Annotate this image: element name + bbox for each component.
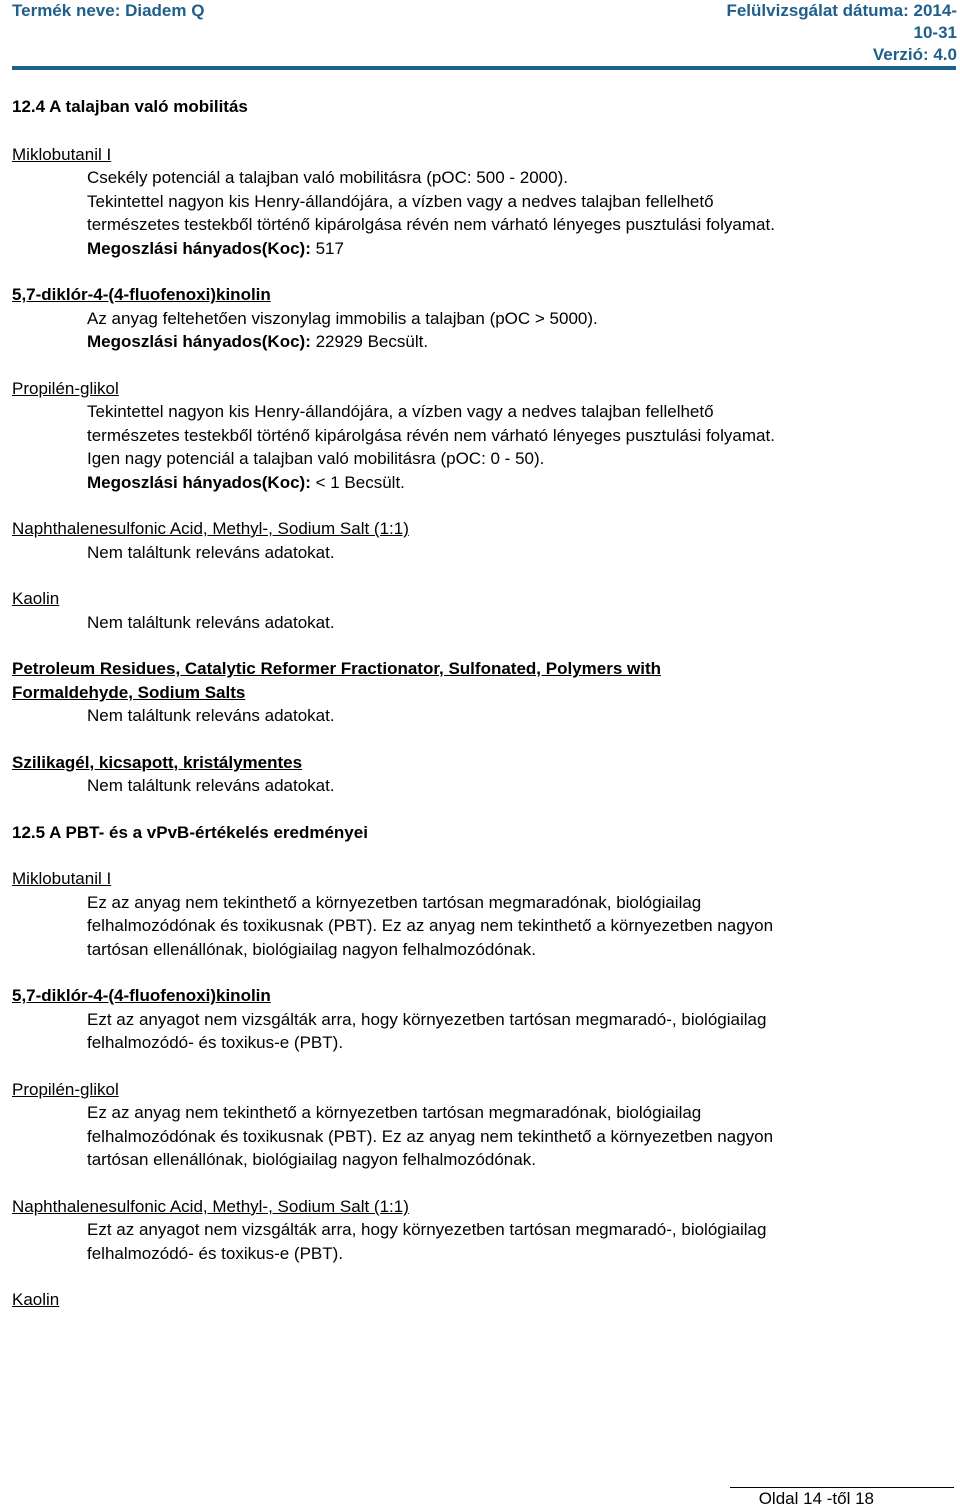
substance-name: Petroleum Residues, Catalytic Reformer Fractionator, Sulfonated, Polymers with xyxy=(12,659,661,678)
koc-value: 517 xyxy=(310,239,344,258)
substance-name-cont: Formaldehyde, Sodium Salts xyxy=(12,683,246,702)
body-text: Ez az anyag nem tekinthető a környezetben tartósan megmaradónak, biológiailag xyxy=(87,1103,702,1122)
body-text: Ezt az anyagot nem vizsgálták arra, hogy környezetben tartósan megmaradó-, biológiailag xyxy=(87,1010,767,1029)
version-label: Verzió: 4.0 xyxy=(872,45,957,64)
substance-name: 5,7-diklór-4-(4-fluofenoxi)kinolin xyxy=(12,285,271,304)
substance-name: Propilén-glikol xyxy=(12,1080,119,1099)
koc-line xyxy=(87,237,344,261)
koc-value: < 1 Becsült. xyxy=(310,473,405,492)
koc-label: Megoszlási hányados(Koc): xyxy=(87,239,311,258)
body-text: tartósan ellenállónak, biológiailag nagyon felhalmozódónak. xyxy=(87,940,536,959)
body-text: Csekély potenciál a talajban való mobilitásra (pOC: 500 - 2000). xyxy=(87,168,568,187)
body-text: felhalmozódónak és toxikusnak (PBT). Ez az anyag nem tekinthető a környezetben nagyon xyxy=(87,1127,774,1146)
substance-name: Naphthalenesulfonic Acid, Methyl-, Sodium Salt (1:1) xyxy=(12,1197,409,1216)
body-text: Az anyag feltehetően viszonylag immobilis a talajban (pOC > 5000). xyxy=(87,309,598,328)
section-12-4-heading: 12.4 A talajban való mobilitás xyxy=(12,97,248,116)
substance-name: Kaolin xyxy=(12,589,60,608)
header-divider xyxy=(12,66,956,70)
body-text: Igen nagy potenciál a talajban való mobilitásra (pOC: 0 - 50). xyxy=(87,449,545,468)
review-date-line1: Felülvizsgálat dátuma: 2014- xyxy=(726,1,957,20)
section-12-5-heading: 12.5 A PBT- és a vPvB-értékelés eredményei xyxy=(12,823,368,842)
koc-line xyxy=(87,330,428,354)
body-text: Nem találtunk releváns adatokat. xyxy=(87,613,335,632)
koc-label: Megoszlási hányados(Koc): xyxy=(87,332,311,351)
body-text: Tekintettel nagyon kis Henry-állandójára, a vízben vagy a nedves talajban fellelhető xyxy=(87,192,714,211)
substance-name: Miklobutanil I xyxy=(12,145,112,164)
body-text: természetes testekből történő kipárolgása révén nem várható lényeges pusztulási folyamat. xyxy=(87,426,775,445)
body-text: Nem találtunk releváns adatokat. xyxy=(87,706,335,725)
body-text: felhalmozódó- és toxikus-e (PBT). xyxy=(87,1244,344,1263)
review-date-line2: 10-31 xyxy=(913,23,957,42)
substance-name: Kaolin xyxy=(12,1290,60,1309)
body-text: felhalmozódó- és toxikus-e (PBT). xyxy=(87,1033,344,1052)
body-text: felhalmozódónak és toxikusnak (PBT). Ez az anyag nem tekinthető a környezetben nagyon xyxy=(87,916,774,935)
review-date-header xyxy=(617,0,957,66)
body-text: Tekintettel nagyon kis Henry-állandójára, a vízben vagy a nedves talajban fellelhető xyxy=(87,402,714,421)
body-text: Ez az anyag nem tekinthető a környezetben tartósan megmaradónak, biológiailag xyxy=(87,893,702,912)
body-text: természetes testekből történő kipárolgása révén nem várható lényeges pusztulási folyamat. xyxy=(87,215,775,234)
body-text: tartósan ellenállónak, biológiailag nagyon felhalmozódónak. xyxy=(87,1150,536,1169)
product-name-header: Termék neve: Diadem Q xyxy=(12,1,205,20)
koc-line xyxy=(87,471,405,495)
substance-name: 5,7-diklór-4-(4-fluofenoxi)kinolin xyxy=(12,986,271,1005)
body-text: Ezt az anyagot nem vizsgálták arra, hogy környezetben tartósan megmaradó-, biológiailag xyxy=(87,1220,767,1239)
body-text: Nem találtunk releváns adatokat. xyxy=(87,776,335,795)
substance-name: Naphthalenesulfonic Acid, Methyl-, Sodium Salt (1:1) xyxy=(12,519,409,538)
page-number: Oldal 14 -től 18 xyxy=(758,1489,874,1508)
substance-name: Szilikagél, kicsapott, kristálymentes xyxy=(12,753,303,772)
body-text: Nem találtunk releváns adatokat. xyxy=(87,543,335,562)
substance-name: Miklobutanil I xyxy=(12,869,112,888)
substance-name: Propilén-glikol xyxy=(12,379,119,398)
koc-label: Megoszlási hányados(Koc): xyxy=(87,473,311,492)
koc-value: 22929 Becsült. xyxy=(310,332,429,351)
